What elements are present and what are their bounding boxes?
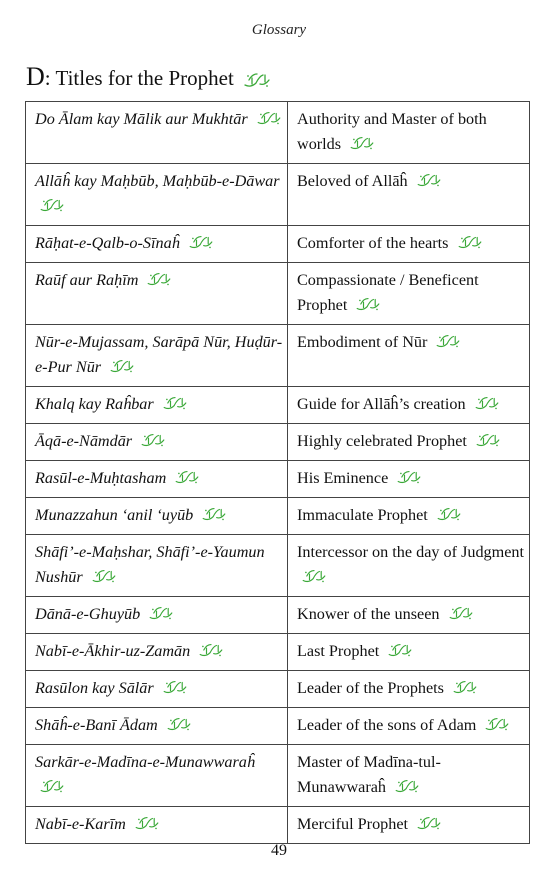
salutation-calligraphy-icon xyxy=(484,715,510,733)
salutation-calligraphy-icon xyxy=(140,431,166,449)
salutation-calligraphy-icon xyxy=(148,604,174,622)
meaning-text: Authority and Master of both worlds xyxy=(297,110,487,153)
term-text: Raūf aur Raḥīm xyxy=(35,271,139,289)
salutation-calligraphy-icon xyxy=(166,715,192,733)
term-cell xyxy=(26,461,288,498)
term-text: Nūr-e-Mujassam, Sarāpā Nūr, Huḍūr-e-Pur Nūr xyxy=(35,333,283,376)
term-cell xyxy=(26,745,288,807)
meaning-cell xyxy=(288,597,530,634)
table-row xyxy=(26,535,530,597)
salutation-calligraphy-icon xyxy=(301,567,327,585)
salutation-calligraphy-icon xyxy=(109,357,135,375)
table-row xyxy=(26,498,530,535)
term-text: Dānā-e-Ghuyūb xyxy=(35,605,141,623)
section-title-text: : Titles for the Prophet xyxy=(44,66,234,90)
term-cell xyxy=(26,325,288,387)
salutation-calligraphy-icon xyxy=(162,394,188,412)
table-row xyxy=(26,597,530,634)
table-row xyxy=(26,745,530,807)
table-row xyxy=(26,263,530,325)
meaning-cell xyxy=(288,102,530,164)
term-cell xyxy=(26,597,288,634)
meaning-text: Comforter of the hearts xyxy=(297,234,449,252)
meaning-text: Compassionate / Beneficent Prophet xyxy=(297,271,479,314)
salutation-calligraphy-icon xyxy=(243,70,269,88)
section-title xyxy=(26,62,269,92)
term-text: Do Ālam kay Mālik aur Mukhtār xyxy=(35,110,248,128)
meaning-cell xyxy=(288,461,530,498)
term-text: Rasūlon kay Sālār xyxy=(35,679,154,697)
term-text: Allāĥ kay Maḥbūb, Maḥbūb-e-Dāwar xyxy=(35,172,280,190)
term-text: Nabī-e-Ākhir-uz-Zamān xyxy=(35,642,191,660)
term-cell xyxy=(26,807,288,844)
term-text: Shāfi’-e-Maḥshar, Shāfi’-e-Yaumun Nushūr xyxy=(35,543,265,586)
salutation-calligraphy-icon xyxy=(146,270,172,288)
meaning-cell xyxy=(288,325,530,387)
salutation-calligraphy-icon xyxy=(39,196,65,214)
salutation-calligraphy-icon xyxy=(162,678,188,696)
meaning-text: Leader of the sons of Adam xyxy=(297,716,477,734)
table-row xyxy=(26,424,530,461)
meaning-text: Highly celebrated Prophet xyxy=(297,432,467,450)
term-cell xyxy=(26,387,288,424)
table-row xyxy=(26,226,530,263)
running-header: Glossary xyxy=(251,22,307,38)
meaning-text: Guide for Allāĥ’s creation xyxy=(297,395,466,413)
term-cell xyxy=(26,102,288,164)
salutation-calligraphy-icon xyxy=(416,171,442,189)
meaning-text: Knower of the unseen xyxy=(297,605,440,623)
meaning-cell xyxy=(288,535,530,597)
salutation-calligraphy-icon xyxy=(452,678,478,696)
meaning-cell xyxy=(288,226,530,263)
table-row xyxy=(26,164,530,226)
term-cell xyxy=(26,535,288,597)
meaning-text: Intercessor on the day of Judgment xyxy=(297,543,525,561)
table-row xyxy=(26,325,530,387)
term-text: Khalq kay Raĥbar xyxy=(35,395,154,413)
table-row xyxy=(26,461,530,498)
salutation-calligraphy-icon xyxy=(394,777,420,795)
term-text: Āqā-e-Nāmdār xyxy=(35,432,133,450)
page-number: 49 xyxy=(271,842,287,859)
table-row xyxy=(26,102,530,164)
meaning-text: Master of Madīna-tul-Munawwaraĥ xyxy=(297,753,441,796)
table-row xyxy=(26,807,530,844)
meaning-cell xyxy=(288,387,530,424)
salutation-calligraphy-icon xyxy=(474,394,500,412)
meaning-cell xyxy=(288,807,530,844)
meaning-text: Leader of the Prophets xyxy=(297,679,444,697)
term-cell xyxy=(26,634,288,671)
meaning-text: His Eminence xyxy=(297,469,389,487)
salutation-calligraphy-icon xyxy=(396,468,422,486)
term-text: Rāḥat-e-Qalb-o-Sīnaĥ xyxy=(35,234,180,252)
salutation-calligraphy-icon xyxy=(188,233,214,251)
salutation-calligraphy-icon xyxy=(416,814,442,832)
salutation-calligraphy-icon xyxy=(134,814,160,832)
salutation-calligraphy-icon xyxy=(349,134,375,152)
term-cell xyxy=(26,708,288,745)
term-cell xyxy=(26,424,288,461)
meaning-cell xyxy=(288,745,530,807)
salutation-calligraphy-icon xyxy=(198,641,224,659)
meaning-cell xyxy=(288,708,530,745)
term-cell xyxy=(26,226,288,263)
salutation-calligraphy-icon xyxy=(39,777,65,795)
meaning-cell xyxy=(288,671,530,708)
salutation-calligraphy-icon xyxy=(475,431,501,449)
salutation-calligraphy-icon xyxy=(387,641,413,659)
meaning-cell xyxy=(288,634,530,671)
salutation-calligraphy-icon xyxy=(457,233,483,251)
meaning-text: Embodiment of Nūr xyxy=(297,333,428,351)
salutation-calligraphy-icon xyxy=(436,505,462,523)
salutation-calligraphy-icon xyxy=(174,468,200,486)
salutation-calligraphy-icon xyxy=(448,604,474,622)
meaning-cell xyxy=(288,164,530,226)
table-row xyxy=(26,671,530,708)
salutation-calligraphy-icon xyxy=(91,567,117,585)
meaning-cell xyxy=(288,498,530,535)
term-cell xyxy=(26,164,288,226)
term-text: Sarkār-e-Madīna-e-Munawwaraĥ xyxy=(35,753,255,771)
meaning-text: Beloved of Allāĥ xyxy=(297,172,408,190)
table-row xyxy=(26,634,530,671)
salutation-calligraphy-icon xyxy=(201,505,227,523)
term-cell xyxy=(26,263,288,325)
meaning-text: Merciful Prophet xyxy=(297,815,409,833)
meaning-cell xyxy=(288,263,530,325)
term-text: Rasūl-e-Muḥtasham xyxy=(35,469,167,487)
glossary-table-body xyxy=(26,102,530,844)
term-cell xyxy=(26,498,288,535)
salutation-calligraphy-icon xyxy=(435,332,461,350)
meaning-text: Immaculate Prophet xyxy=(297,506,428,524)
salutation-calligraphy-icon xyxy=(355,295,381,313)
term-text: Nabī-e-Karīm xyxy=(35,815,126,833)
term-text: Munazzahun ‘anil ‘uyūb xyxy=(35,506,194,524)
salutation-calligraphy-icon xyxy=(256,109,282,127)
table-row xyxy=(26,708,530,745)
section-letter: D xyxy=(26,62,45,91)
table-row xyxy=(26,387,530,424)
meaning-text: Last Prophet xyxy=(297,642,380,660)
term-cell xyxy=(26,671,288,708)
meaning-cell xyxy=(288,424,530,461)
glossary-table xyxy=(25,101,530,844)
term-text: Shāĥ-e-Banī Ādam xyxy=(35,716,158,734)
